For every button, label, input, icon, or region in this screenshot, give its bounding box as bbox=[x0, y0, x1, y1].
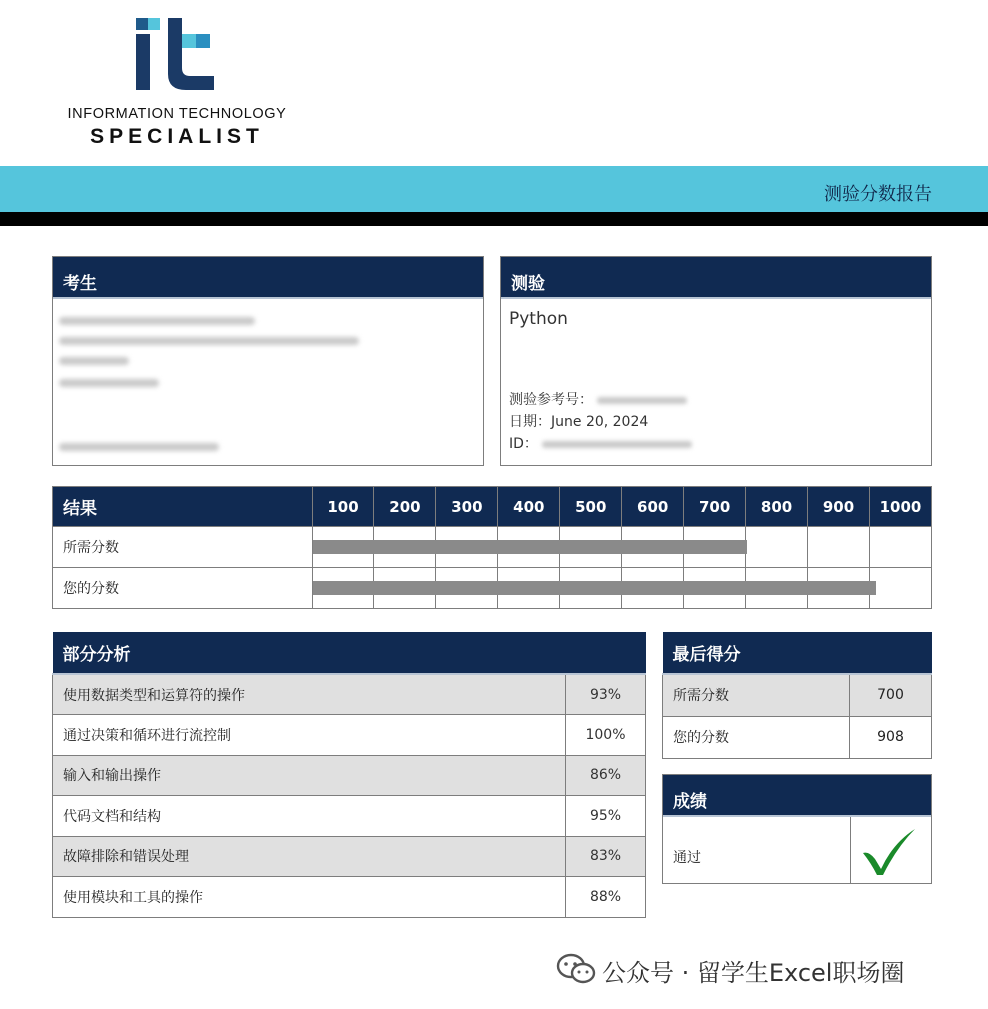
redacted-text bbox=[59, 379, 159, 387]
grade-header: 成绩 bbox=[663, 775, 931, 817]
results-header: 结果 bbox=[53, 487, 313, 527]
report-banner bbox=[0, 166, 988, 212]
scale-tick-label: 600 bbox=[622, 487, 684, 527]
section-percent: 88% bbox=[566, 877, 646, 918]
grade-status: 通过 bbox=[673, 850, 701, 866]
exam-name: Python bbox=[509, 309, 568, 329]
scale-tick-label: 900 bbox=[808, 487, 870, 527]
exam-id-label: ID： bbox=[509, 436, 538, 452]
results-row bbox=[53, 527, 932, 568]
final-score-table bbox=[662, 632, 932, 759]
banner-divider bbox=[0, 212, 988, 226]
candidate-panel bbox=[52, 256, 484, 466]
watermark bbox=[556, 953, 966, 987]
logo bbox=[52, 18, 312, 158]
final-score-header: 最后得分 bbox=[663, 632, 932, 674]
exam-reference-label: 测验参考号： bbox=[509, 392, 593, 408]
results-grid-cell bbox=[869, 568, 931, 609]
final-yours-label: 您的分数 bbox=[663, 716, 850, 758]
exam-date bbox=[509, 411, 648, 431]
redacted-text bbox=[59, 357, 129, 365]
section-percent: 100% bbox=[566, 715, 646, 756]
section-row bbox=[53, 877, 646, 918]
redacted-text bbox=[597, 397, 687, 404]
scale-tick-label: 800 bbox=[746, 487, 808, 527]
results-grid-cell bbox=[808, 527, 870, 568]
final-yours-value: 908 bbox=[850, 716, 932, 758]
report-title: 测验分数报告 bbox=[824, 184, 932, 205]
scale-tick-label: 300 bbox=[436, 487, 498, 527]
scale-tick-label: 1000 bbox=[869, 487, 931, 527]
section-name: 故障排除和错误处理 bbox=[53, 836, 566, 877]
scale-tick-label: 200 bbox=[374, 487, 436, 527]
section-row bbox=[53, 755, 646, 796]
watermark-text: 公众号 · 留学生Excel职场圈 bbox=[602, 959, 905, 987]
redacted-text bbox=[542, 441, 692, 448]
exam-reference bbox=[509, 389, 687, 409]
exam-date-label: 日期： bbox=[509, 414, 551, 430]
score-bar bbox=[313, 581, 876, 595]
redacted-text bbox=[59, 443, 219, 451]
section-percent: 86% bbox=[566, 755, 646, 796]
scale-tick-label: 400 bbox=[498, 487, 560, 527]
results-row-label: 您的分数 bbox=[53, 568, 313, 609]
section-row bbox=[53, 715, 646, 756]
section-row bbox=[53, 836, 646, 877]
scale-tick-label: 700 bbox=[684, 487, 746, 527]
results-row bbox=[53, 568, 932, 609]
results-table bbox=[52, 486, 932, 609]
results-grid-cell bbox=[746, 527, 808, 568]
section-percent: 93% bbox=[566, 674, 646, 715]
section-percent: 95% bbox=[566, 796, 646, 837]
section-analysis-table bbox=[52, 632, 646, 918]
exam-date-value: June 20, 2024 bbox=[551, 414, 649, 430]
logo-line-1: INFORMATION TECHNOLOGY bbox=[67, 106, 287, 122]
it-logo-icon bbox=[134, 18, 220, 94]
final-required-label: 所需分数 bbox=[663, 674, 850, 716]
final-yours-row bbox=[663, 716, 932, 758]
score-bar bbox=[313, 540, 747, 554]
final-required-row bbox=[663, 674, 932, 716]
results-grid-cell bbox=[869, 527, 931, 568]
section-name: 使用模块和工具的操作 bbox=[53, 877, 566, 918]
section-name: 使用数据类型和运算符的操作 bbox=[53, 674, 566, 715]
wechat-icon bbox=[556, 953, 596, 985]
redacted-text bbox=[59, 337, 359, 345]
redacted-text bbox=[59, 317, 255, 325]
exam-header: 测验 bbox=[501, 257, 931, 299]
results-row-label: 所需分数 bbox=[53, 527, 313, 568]
results-grid-cell bbox=[312, 568, 374, 609]
candidate-header: 考生 bbox=[53, 257, 483, 299]
section-percent: 83% bbox=[566, 836, 646, 877]
checkmark-icon bbox=[859, 825, 919, 877]
final-required-value: 700 bbox=[850, 674, 932, 716]
section-name: 通过决策和循环进行流控制 bbox=[53, 715, 566, 756]
scale-tick-label: 100 bbox=[312, 487, 374, 527]
logo-line-2: SPECIALIST bbox=[90, 125, 264, 148]
section-name: 输入和输出操作 bbox=[53, 755, 566, 796]
exam-panel bbox=[500, 256, 932, 466]
section-analysis-header: 部分分析 bbox=[53, 632, 646, 674]
section-row bbox=[53, 674, 646, 715]
section-row bbox=[53, 796, 646, 837]
section-name: 代码文档和结构 bbox=[53, 796, 566, 837]
scale-tick-label: 500 bbox=[560, 487, 622, 527]
exam-id bbox=[509, 433, 692, 453]
grade-divider bbox=[850, 817, 851, 883]
grade-panel bbox=[662, 774, 932, 884]
results-grid-cell bbox=[312, 527, 374, 568]
